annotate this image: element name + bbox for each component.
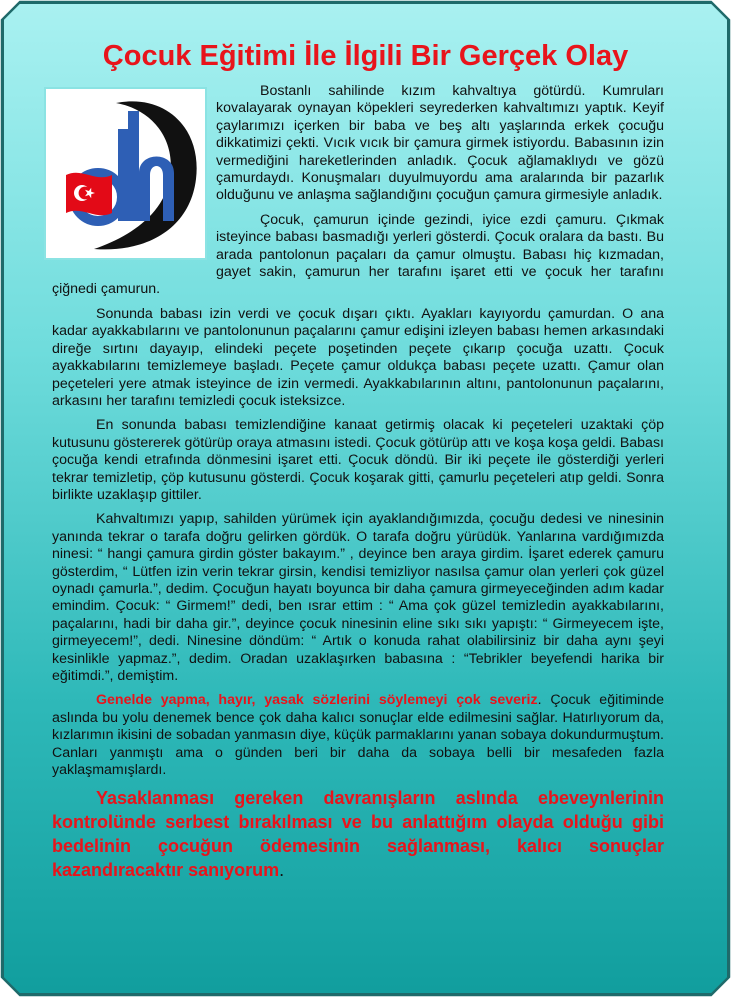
paragraph-5: Kahvaltımızı yapıp, sahilden yürümek için ayaklandığımızda, çocuğu dedesi ve ninesinin yanında tekrar o tarafa doğru gelirken gördük. O tarafa doğru yürüdük. Yanlarına vardığımızda ninesi: “ hangi çamura girdin göster bakayım.” , deyince ben araya girdim. İşaret ederek çamuru gösterdim, “ Lütfen izin verin tekrar girsin, kendisi temizliyor nasılsa çamur olan yerleri çok güzel oynadı çamurla.”, dedim. Çocuğun hayatı boyunca bir daha çamura girmeyeceğinden adım kadar emindim. Çocuk: “ Girmem!” dedi, ben ısrar ettim : “ Ama çok güzel temizledin ayakkabılarını, paçalarını, hadi bir daha gir.”, deyince çocuk ninesinin eline sıkı sıkı yapıştı: “ Girmeyecem işte, girmeyecem!”, dedi. Ninesine döndüm: “ Artık o konuda rahat olabilirsiniz bir daha aynı şeyi kesinlikle yapmaz.”, dedim. Oradan uzaklaşırken babasına : “Tebrikler beyefendi harika bir eğitimdi.”, demiştim. <box>52 511 664 684</box>
conclusion-tail: . <box>279 860 285 881</box>
paragraph-3: Sonunda babası izin verdi ve çocuk dışarı çıktı. Ayakları kayıyordu çamurdan. O ana kadar ayakkabılarını ve pantolonunun paçalarını çamur edişini izleyen babası hemen arkasındaki direğe sırtını dayayıp, elindeki peçete poşetinden peçete çıkarıp çocuğa uzattı. Çocuk ayakkabılarını temizlemeye başladı. Peçete çamur oldukça babası peçete uzattı. Çamur olan peçeteleri yere atmak isteyince de izin vermedi. Ayakkabılarının altını, pantolonunun paçalarını, arkasını her tarafını temizledi çocuk isteksizce. <box>52 305 664 409</box>
paragraph-2: Çocuk, çamurun içinde gezindi, iyice ezdi çamuru. Çıkmak isteyince babası basmadığı yerleri gösterdi. Çocuk oralara da bastı. Bu arada pantolonun paçaları da çamur olmuştu. Babası hiç kızmadan, gayet sakin, çamurun her tarafını işaret etti ve çocuk her tarafını çiğnedi çamurun. <box>52 211 664 298</box>
paragraph-4: En sonunda babası temizlendiğine kanaat getirmiş olacak ki peçeteleri uzaktaki çöp kutusunu göstererek götürüp oraya atmasını istedi. Çocuk götürüp attı ve koşa koşa geldi. Babası çocuğa kendi etrafında dönmesini işaret etti. Çocuk döndü. Bir iki peçete ile gösterdiği yerleri tekrar temizletip, çöp kutusunu gösterdi. Çocuk koşarak gitti, çamurlu peçeteleri atıp geldi. Sonra birlikte uzaklaşıp gittiler. <box>52 417 664 503</box>
paragraph-6-rest: . Çocuk eğitiminde aslında bu yolu denemek bence çok daha kalıcı sonuçlar elde edilmesini sağlar. Hatırlıyorum da, kızlarımın ikisini de sobadan yanmasın diye, küçük parmaklarını yanan sobaya dokundurmuştum. Canları yanmıştı ama o günden beri bir daha da sobaya belli bir mesafeden fazla yaklaşmamışlardı. <box>52 692 664 779</box>
paragraph-6 <box>52 692 664 779</box>
logo-spacer <box>52 83 216 279</box>
article-body <box>52 83 664 889</box>
paragraph-1: Bostanlı sahilinde kızım kahvaltıya götürdü. Kumruları kovalayarak oynayan köpekleri seyrederken kahvaltımızı yaptık. Keyif çaylarımızı içerken bir baba ve beş altı yaşlarında erkek çocuğu dikkatimizi çekti. Vıcık vıcık bir çamura girmek istiyordu. Babasının izin vermediğini hareketlerinden anladık. Çocuk ağlamaklıydı ve gözü çamurdaydı. Konuşmaları duyulmuyordu ama aralarında bir pazarlık olduğunu ve anlaşma sağlandığını çocuğun çamura girmesiyle anladık. <box>216 83 664 204</box>
conclusion <box>52 786 664 882</box>
highlight-text: Genelde yapma, hayır, yasak sözlerini söylemeyi çok severiz <box>96 692 538 709</box>
page-title: Çocuk Eğitimi İle İlgili Bir Gerçek Olay <box>102 40 629 72</box>
conclusion-highlight: Yasaklanması gereken davranışların aslında ebeveynlerinin kontrolünde serbest bırakılması ve bu anlattığım olayda olduğu gibi bedelinin çocuğun ödemesinin sağlanması, kalıcı sonuçlar kazandıracaktır sanıyorum <box>52 788 664 881</box>
